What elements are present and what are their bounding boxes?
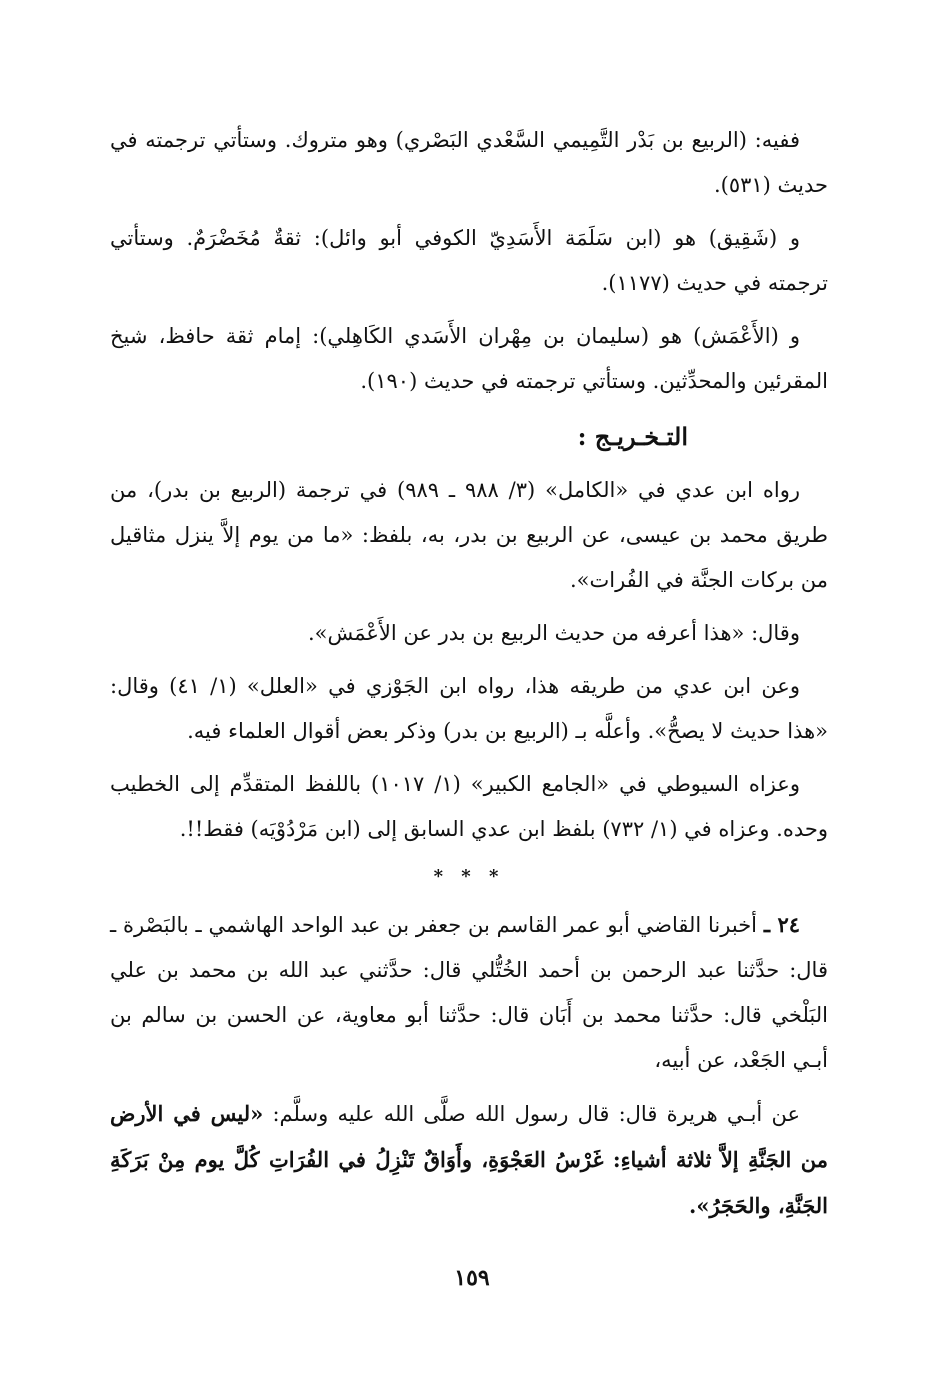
hadith-intro: عن أبـي هريرة قال: قال رسول الله صلَّى الله عليه وسلَّم: bbox=[263, 1102, 800, 1126]
hadith-text-paragraph bbox=[110, 1091, 828, 1229]
section-separator: * * * bbox=[433, 866, 505, 887]
narrator-note-rabi: ففيه: (الربيع بن بَدْر التَّمِيمي السَّعْدي البَصْري) وهو متروك. وستأتي ترجمته في حديث (٥٣١). bbox=[110, 128, 828, 197]
hadith-isnad: أخبرنا القاضي أبو عمر القاسم بن جعفر بن عبد الواحد الهاشمي ـ بالبَصْرة ـ قال: حدَّثنا عبد الرحمن بن أحمد الخُتُّلي قال: حدَّثني عبد الله بن محمد بن علي البَلْخي قال: حدَّثنا محمد بن أَبَان قال: حدَّثنا أبو معاوية، عن الحسن بن سالم بن أبـي الجَعْد، عن أبيه، bbox=[110, 913, 828, 1072]
narrator-note-amash: و (الأَعْمَش) هو (سليمان بن مِهْران الأَسَدي الكَاهِلي): إمام ثقة حافظ، شيخ المقرئين والمحدِّثين. وستأتي ترجمته في حديث (١٩٠). bbox=[110, 324, 828, 393]
section-heading-takhrij: التـخـريـج : bbox=[577, 422, 688, 451]
takhrij-ibn-adi: رواه ابن عدي في «الكامل» (٣/ ٩٨٨ ـ ٩٨٩) في ترجمة (الربيع بن بدر)، من طريق محمد بن عيسى، عن الربيع بن بدر، به، بلفظ: «ما من يوم إلاَّ ينزل مثاقيل من بركات الجنَّة في الفُرات». bbox=[110, 478, 828, 592]
narrator-note-shaqiq: و (شَقِيق) هو (ابن سَلَمَة الأَسَدِيّ الكوفي أبو وائل): ثقةٌ مُخَضْرَمٌ. وستأتي ترجمته في حديث (١١٧٧). bbox=[110, 226, 828, 295]
page-number: ١٥٩ bbox=[454, 1265, 490, 1291]
hadith-number: ٢٤ ـ bbox=[763, 912, 800, 937]
takhrij-ibn-adi-comment: وقال: «هذا أعرفه من حديث الربيع بن بدر عن الأَعْمَش». bbox=[307, 621, 800, 645]
hadith-matn: «ليس في الأرض من الجَنَّةِ إلاَّ ثلاثة أشياءِ: غَرْسُ العَجْوَةِ، وأَوَاقٌ تَنْزِلُ في الفُرَاتِ كُلَّ يوم مِنْ بَرَكَةِ الجَنَّةِ، والحَجَرُ». bbox=[110, 1101, 828, 1218]
takhrij-ibn-jawzi: وعن ابن عدي من طريقه هذا، رواه ابن الجَوْزي في «العلل» (١/ ٤١) وقال: «هذا حديث لا يصحُّ». وأعلَّه بـ (الربيع بن بدر) وذكر بعض أقوال العلماء فيه. bbox=[110, 674, 828, 743]
page-body bbox=[110, 118, 828, 1237]
hadith-chain bbox=[110, 902, 828, 1083]
takhrij-suyuti: وعزاه السيوطي في «الجامع الكبير» (١/ ١٠١٧) باللفظ المتقدِّم إلى الخطيب وحده. وعزاه في (١/ ٧٣٢) بلفظ ابن عدي السابق إلى (ابن مَرْدُوْيَه) فقط!!. bbox=[110, 772, 828, 841]
